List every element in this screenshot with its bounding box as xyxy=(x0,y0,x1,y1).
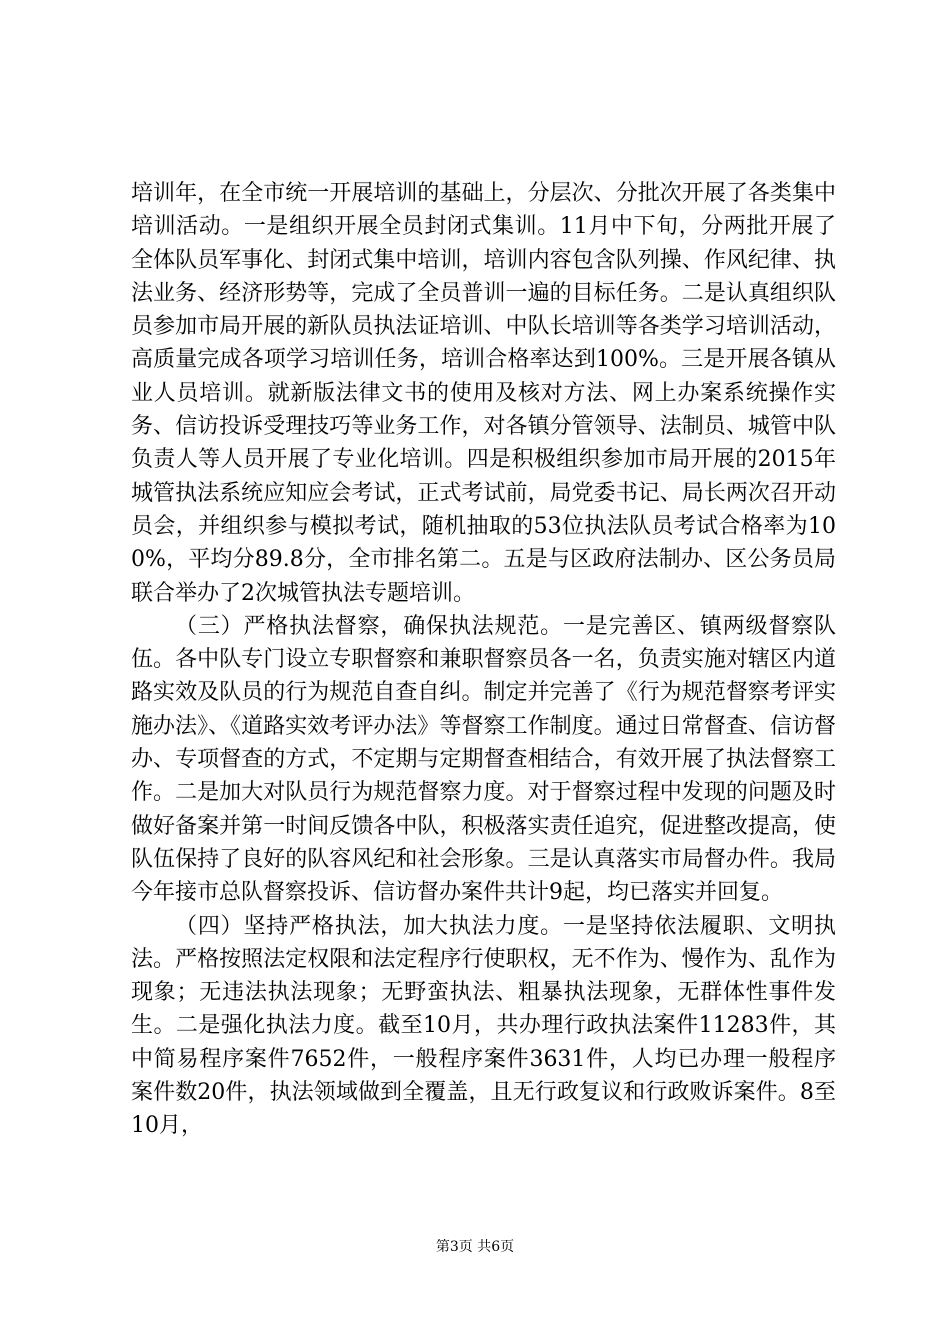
page-footer xyxy=(0,1238,950,1256)
paragraph-supervision: （三）严格执法督察，确保执法规范。一是完善区、镇两级督察队伍。各中队专门设立专职督察和兼职督察员各一名，负责实施对辖区内道路实效及队员的行为规范自查自纠。制定并完善了《行为规范督察考评实施办法》、《道路实效考评办法》等督察工作制度。通过日常督查、信访督办、专项督查的方式，不定期与定期督查相结合，有效开展了执法督察工作。二是加大对队员行为规范督察力度。对于督察过程中发现的问题及时做好备案并第一时间反馈各中队，积极落实责任追究，促进整改提高，使队伍保持了良好的队容风纪和社会形象。三是认真落实市局督办件。我局今年接市总队督察投诉、信访督办案件共计9起，均已落实并回复。 xyxy=(131,613,836,906)
body-text xyxy=(131,177,836,1143)
paragraph-training: 培训年，在全市统一开展培训的基础上，分层次、分批次开展了各类集中培训活动。一是组织开展全员封闭式集训。11月中下旬，分两批开展了全体队员军事化、封闭式集中培训，培训内容包含队列操、作风纪律、执法业务、经济形势等，完成了全员普训一遍的目标任务。二是认真组织队员参加市局开展的新队员执法证培训、中队长培训等各类学习培训活动，高质量完成各项学习培训任务，培训合格率达到100%。三是开展各镇从业人员培训。就新版法律文书的使用及核对方法、网上办案系统操作实务、信访投诉受理技巧等业务工作，对各镇分管领导、法制员、城管中队负责人等人员开展了专业化培训。四是积极组织参加市局开展的2015年城管执法系统应知应会考试，正式考试前，局党委书记、局长两次召开动员会，并组织参与模拟考试，随机抽取的53位执法队员考试合格率为100%，平均分89.8分，全市排名第二。五是与区政府法制办、区公务员局联合举办了2次城管执法专题培训。 xyxy=(131,181,836,606)
paragraph-enforcement: （四）坚持严格执法，加大执法力度。一是坚持依法履职、文明执法。严格按照法定权限和法定程序行使职权，无不作为、慢作为、乱作为现象；无违法执法现象；无野蛮执法、粗暴执法现象，无群体性事件发生。二是强化执法力度。截至10月，共办理行政执法案件11283件，其中简易程序案件7652件，一般程序案件3631件，人均已办理一般程序案件数20件，执法领域做到全覆盖，且无行政复议和行政败诉案件。8至10月， xyxy=(131,913,836,1139)
page-number: 第3页 共6页 xyxy=(435,1239,515,1255)
